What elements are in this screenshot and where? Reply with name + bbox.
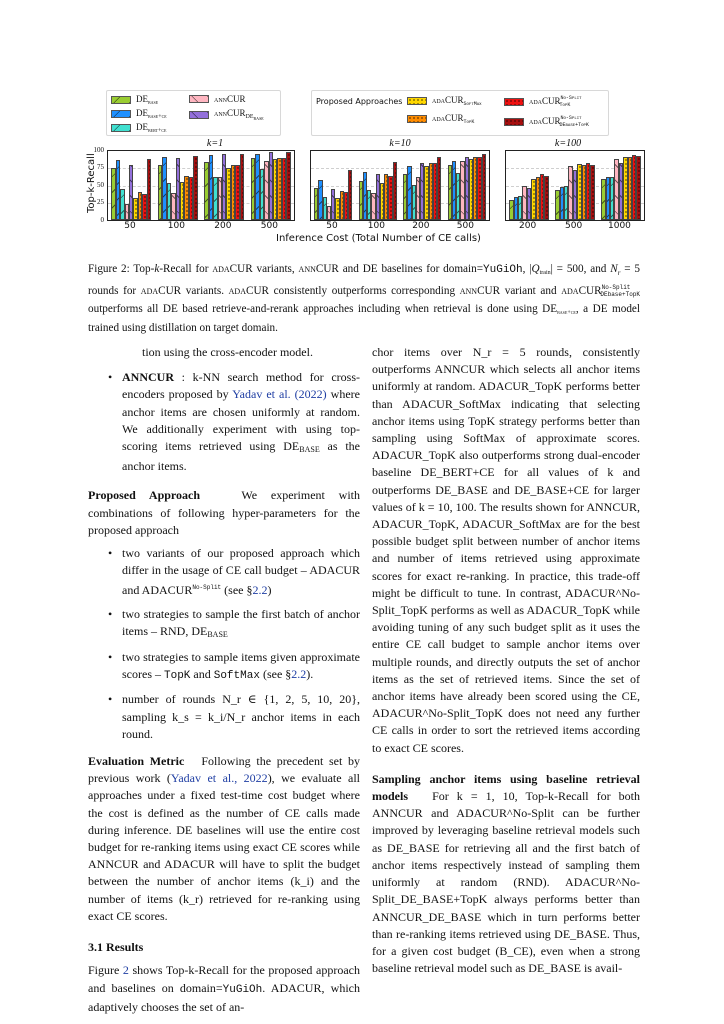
legend-item-de-base: $DE_{base}$ — [111, 94, 158, 106]
x-tick-50: 50 — [124, 221, 136, 231]
chart-k1 — [107, 150, 295, 221]
y-axis-label: Top-k-Recall — [86, 153, 97, 213]
swatch-adacur-topk — [407, 115, 427, 123]
swatch-adacur-softmax — [407, 97, 427, 105]
swatch-de-base-ce — [111, 110, 131, 118]
y-tick-75: 75 — [97, 163, 104, 171]
swatch-anncur-de-base — [189, 111, 209, 119]
bar-adacur-de-base-topk-no-split-100 — [393, 162, 397, 220]
panel-title-k1: k=1 — [206, 138, 224, 149]
bar-adacur-de-base-topk-no-split-500 — [286, 152, 290, 220]
swatch-de-bert-ce — [111, 124, 131, 132]
bullet-sampling-strategies: • two strategies to sample items given approximate scores – TopK and SoftMax (see §2.2). — [106, 649, 360, 685]
bar-adacur-de-base-topk-no-split-50 — [348, 170, 352, 220]
legend-item-anncur: annCUR — [189, 94, 246, 104]
legend-item-de-bert-ce: $DE_{bert+ce}$ — [111, 122, 166, 134]
y-tick-100: 100 — [93, 146, 104, 154]
left-column — [88, 344, 360, 1016]
x-tick-200: 200 — [214, 221, 232, 231]
panel-title-k10: k=10 — [389, 138, 411, 149]
legend-item-anncur-de-base: annCUR$_{DE_{base}}$ — [189, 108, 264, 122]
bar-adacur-de-base-topk-no-split-500 — [590, 165, 594, 220]
chart-k100 — [505, 150, 645, 221]
legend-item-adacur-nosplit-debase-topk: adaCUR$^{No-Split}_{DEbase+TopK}$ — [504, 115, 589, 128]
legend-item-adacur-softmax: adaCUR$_{SoftMax}$ — [407, 95, 482, 107]
x-tick-200: 200 — [412, 221, 430, 231]
proposed-approach-paragraph: Proposed Approach We experiment with combinations of following hyper-parameters for the proposed approach — [88, 488, 361, 537]
panel-title-k100: k=100 — [554, 138, 582, 149]
citation-yadav-2022[interactable]: Yadav et al. (2022) — [232, 387, 327, 402]
swatch-anncur — [189, 95, 209, 103]
chart-k10 — [310, 150, 490, 221]
legend-item-adacur-topk: adaCUR$_{TopK}$ — [407, 113, 474, 125]
bar-adacur-de-base-topk-no-split-50 — [147, 159, 151, 220]
bullet-variants: • two variants of our proposed approach which differ in the usage of CE call budget – ADACUR and $ADACUR^{No-Split}$ (see §2.2) — [106, 545, 360, 600]
x-tick-500: 500 — [260, 221, 278, 231]
swatch-adacur-nosplit-topk — [504, 98, 524, 106]
sampling-heading: Sampling anchor items using baseline retrieval models — [372, 771, 640, 804]
x-axis-label: Inference Cost (Total Number of CE calls) — [276, 233, 481, 244]
legend-proposed — [311, 90, 609, 136]
bar-adacur-de-base-topk-no-split-500 — [482, 154, 486, 220]
x-tick-1000: 1000 — [608, 221, 631, 231]
legend-item-adacur-nosplit-topk: adaCUR$^{No-Split}_{TopK}$ — [504, 95, 570, 108]
y-tick-0: 0 — [100, 216, 104, 224]
x-tick-500: 500 — [565, 221, 583, 231]
bar-adacur-de-base-topk-no-split-200 — [437, 157, 441, 220]
right-paragraph-1: chor items over N_r = 5 rounds, consistently outperforms ANNCUR which selects all anchor items uniformly at random. ADACUR_TopK performs better than ADACUR_SoftMax indicating that selecting anchor items using TopK strategy performs better than sampling using SoftMax of approximate scores. ADACUR_TopK also outperforms strong dual-encoder baseline DE_BERT+CE for all values of k and outperforms DE_BASE and DE_BASE+CE for larger values of k = 10, 100. The results shown for ANNCUR, ADACUR_TopK, ADACUR_SoftMax are for the best possible budget split between number of anchor items and number of items retrieved using approximate scores for exact re-ranking. In practice, this trade-off might be difficult to tune. In contrast, ADACUR^No-Split_TopK performs as well as ADACUR_TopK while avoiding tuning of any such budget split as it uses the entire CE call budget to sample anchor items over multiple rounds, and directly outputs the set of anchor items as the set of retrieved items. Since the set of anchor items have already been scored using the CE, ADACUR^No-Split_TopK does not need any further CE calls in order to sort the retrieved items according to exact CE scores. — [372, 345, 640, 755]
legend-baselines — [106, 90, 281, 136]
swatch-de-base — [111, 96, 131, 104]
ref-section-2-2b[interactable]: 2.2 — [291, 667, 307, 682]
bar-adacur-de-base-topk-no-split-200 — [240, 154, 244, 220]
ref-section-2-2[interactable]: 2.2 — [252, 583, 268, 598]
section-heading-results: 3.1 Results — [88, 940, 144, 955]
figure-caption: Figure 2: Top-k-Recall for adaCUR variants, annCUR and DE baselines for domain=YuGiOh, $|Q_{train}| = 500$, and $N_r = 5$ rounds for adaCUR variants. adaCUR consistently outperforms corresponding annCUR variant and adaCUR$^{No-Split}_{DEbase+TopK}$ outperforms all DE based retrieve-and-rerank approaches including when retrieval is done using $DE_{base+ce}$, a DE model trained using distillation on target domain. — [88, 263, 641, 334]
results-paragraph: Figure 2 shows Top-k-Recall for the proposed approach and baselines on domain=YuGiOh. ADACUR, which adaptively chooses the set of an- — [88, 963, 360, 1014]
sampling-paragraph: Sampling anchor items using baseline retrieval models For k = 1, 10, Top-k-Recall for both ANNCUR and ADACUR^No-Split can be further improved by leveraging baseline retrieval models such as DE_BASE for retrieving all and the first batch of anchor items respectively instead of sampling them uniformly at random (RND). ADACUR^No-Split_DE_BASE+TopK always performs better than ANNCUR_DE_BASE which in turn performs better than re-ranking items retrieved using DE_BASE. Thus, for a given cost budget (B_CE), even when a strong baseline retrieval model such as DE_BASE is avail- — [372, 771, 640, 976]
bullet-anncur: • ANNCUR : k-NN search method for cross-encoders proposed by Yadav et al. (2022) where anchor items are chosen uniformly at random. We additionally experiment with using top-scoring items retrieved using $DE_{BASE}$ as the anchor items. — [106, 369, 360, 475]
x-tick-50: 50 — [326, 221, 338, 231]
y-tick-25: 25 — [97, 198, 104, 206]
swatch-adacur-nosplit-debase-topk — [504, 118, 524, 126]
anncur-term: ANNCUR — [122, 370, 174, 385]
proposed-approach-heading: Proposed Approach — [88, 488, 201, 503]
bar-adacur-de-base-topk-no-split-1000 — [636, 156, 640, 220]
y-tick-50: 50 — [97, 181, 104, 189]
bullet-first-batch: • two strategies to sample the first batch of anchor items – RND, $DE_{BASE}$ — [106, 606, 360, 643]
x-tick-100: 100 — [367, 221, 385, 231]
x-tick-200: 200 — [519, 221, 537, 231]
citation-yadav-2022b[interactable]: Yadav et al., 2022 — [170, 771, 268, 786]
legend-item-de-base-ce: $DE_{base+ce}$ — [111, 108, 167, 120]
left-line-0: tion using the cross-encoder model. — [142, 345, 313, 359]
evaluation-metric-heading: Evaluation Metric — [88, 754, 185, 769]
ref-figure-2[interactable]: 2 — [122, 963, 129, 978]
x-tick-100: 100 — [167, 221, 185, 231]
evaluation-metric-paragraph: Evaluation Metric Following the precedent set by previous work (Yadav et al., 2022), we evaluate all approaches under a fixed test-time cost budget where the cost is defined as the number of CE calls made during inference. DE baselines will use the entire cost budget for re-ranking items using exact CE scores while ANNCUR and ADACUR will have to split the budget between the number of anchor items (k_i) and the number of items (k_r) retrieved for re-ranking using exact CE scores. — [88, 754, 360, 923]
x-tick-500: 500 — [456, 221, 474, 231]
bullet-rounds: • number of rounds N_r ∈ {1, 2, 5, 10, 20}, sampling k_s = k_i/N_r anchor items in each round. — [106, 691, 360, 743]
legend-proposed-title: Proposed Approaches — [316, 97, 403, 106]
caption-label: Figure 2: — [88, 263, 130, 275]
bar-adacur-de-base-topk-no-split-200 — [544, 176, 548, 220]
bar-adacur-de-base-topk-no-split-100 — [193, 156, 197, 220]
right-column — [372, 344, 640, 977]
